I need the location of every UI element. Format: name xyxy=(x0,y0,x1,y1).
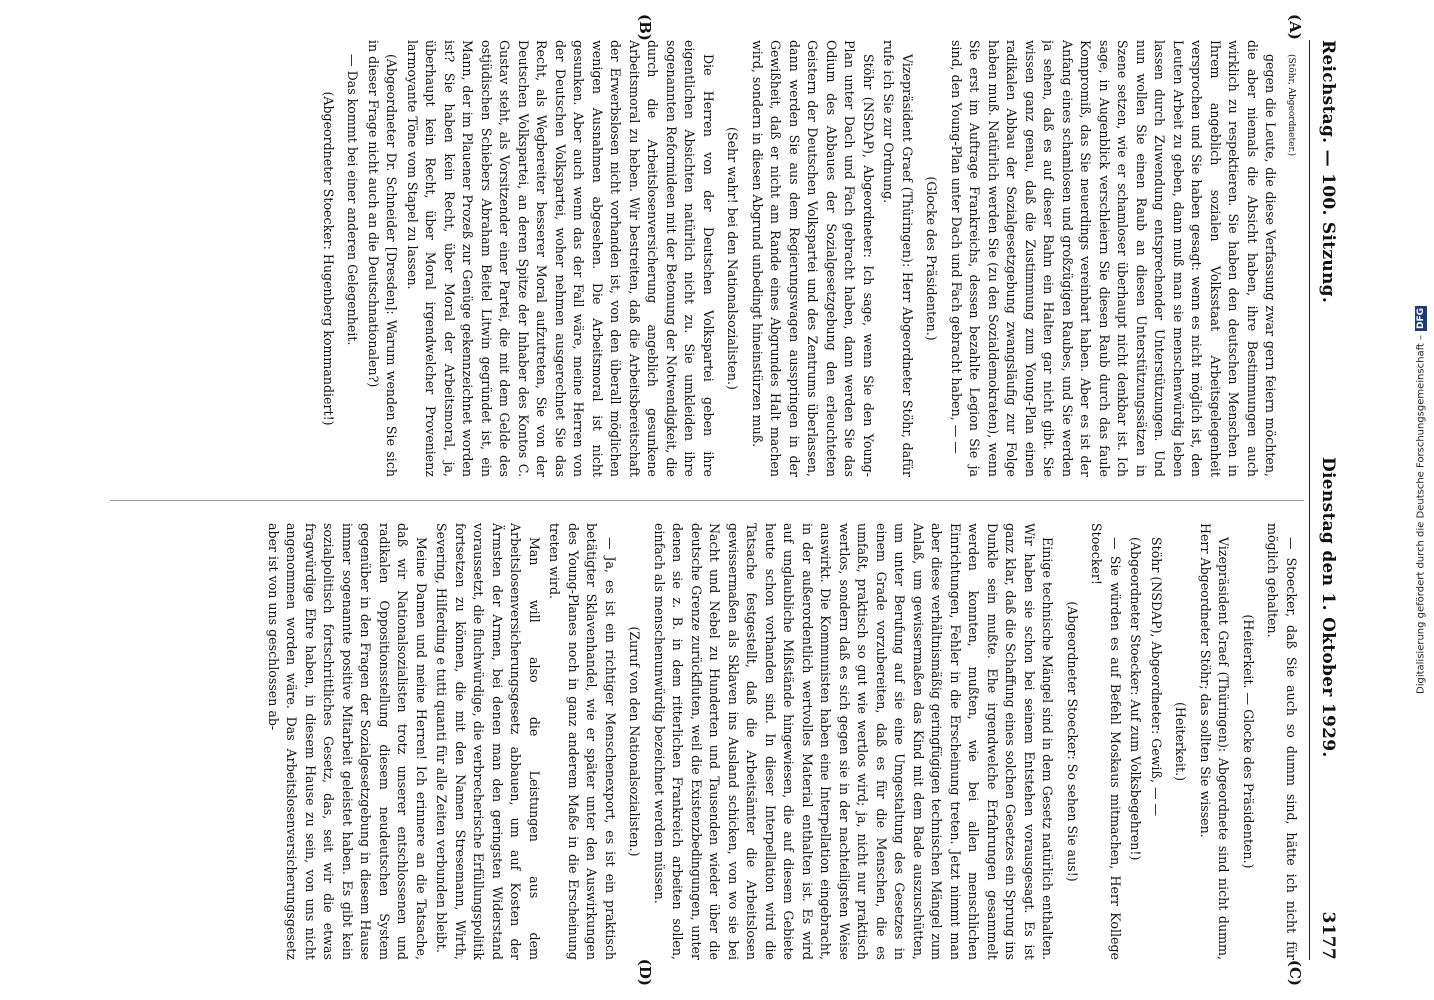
margin-marker-d: (D) xyxy=(636,958,654,986)
paragraph: Stöhr (NSDAP), Abgeordneter: Gewiß, — — xyxy=(1149,537,1164,817)
header-left: Reichstag. — 100. Sitzung. xyxy=(1318,40,1338,304)
dfg-logo: DFG xyxy=(1416,307,1426,329)
margin-marker-b: (B) xyxy=(636,14,654,41)
paragraph: — Stoecker, daß Sie auch so dumm sind, hätte ich nicht für möglich gehalten. xyxy=(1265,523,1299,960)
column-separator xyxy=(110,500,1304,501)
page-number: 3177 xyxy=(1318,911,1338,960)
paragraph: Vizepräsident Graef (Thüringen): Abgeordnete sind nicht dumm, Herr Abgeordneter Stöhr; das sollten Sie wissen. xyxy=(1198,523,1232,960)
paragraph: Vizepräsident Graef (Thüringen): Herr Abgeordneter Stöhr, dafür rufe ich Sie zur Ordnung. xyxy=(881,40,915,477)
interjection: (Zuruf von den Nationalsozialisten.) xyxy=(627,626,643,857)
interjection: (Abgeordneter Stoecker: Auf zum Volksbegehren!) xyxy=(1128,537,1144,861)
paragraph: Die Herren von der Deutschen Volkspartei geben ihre eigentlichen Absichten natürlich nicht zu. Sie umkleiden ihre sogenannten Reformideen mit der Betonung der Notwendigkeit, die durch die Arbeitslosenversicherung angeblich gesunkene Arbeitsmoral zu heben. Wir bestreiten, daß die Arbeitsbereitschaft der Erwerbslosen nicht vorhanden ist, von den überall möglichen wenigen Ausnahmen abgesehen. Die Arbeitsmoral ist nicht gesunken. Aber auch wenn das der Fall wäre, meine Herren von der Deutschen Volkspartei, woher nehmen ausgerechnet Sie das Recht, als Wegbereiter besserer Moral aufzutreten, Sie von der Deutschen Volkspartei, an deren Spitze der Inhaber des Kontos C. Gustav steht, als Vorsitzender einer Partei, die mit dem Gelde des ostjüdischen Schiebers Abraham Beitel Litwin gegründet ist, ein Mann, der im Plauener Prozeß zur Genüge gekennzeichnet worden ist? Sie haben kein Recht, über Moral der Arbeitsmoral, ja, überhaupt kein Recht, über Moral irgendwelcher Provenienz larmoyante Töne vom Stapel zu lassen. xyxy=(405,40,716,477)
paragraph: Stöhr (NSDAP), Abgeordneter: Ich sage, wenn Sie den Young-Plan unter Dach und Fach gebracht haben, dann werden Sie das Odium des Abbaues der Sozialgesetzgebung den erleuchteten Geistern der Deutschen Volkspartei und des Zentrums überlassen, dann werden Sie aus dem Regierungswagen ausspringen in der Gewißheit, daß er nicht am Rande eines Abgrundes Halt machen wird, sondern in diesen Abgrund unbedingt hineinstürzen muß. xyxy=(750,40,876,477)
interjection: (Sehr wahr! bei den Nationalsozialisten.) xyxy=(725,127,741,390)
speaker-continuation: (Stöhr, Abgeordneter.) xyxy=(1286,54,1296,157)
credit-text: Digitalisierung gefördert durch die Deutsche Forschungsgemeinschaft – xyxy=(1415,335,1427,695)
interjection: (Abgeordneter Stoecker: So sehen Sie aus!) xyxy=(1065,601,1080,882)
page-content xyxy=(90,14,1344,986)
interjection: (Heiterkeit.) xyxy=(1173,702,1189,781)
interjection: (Abgeordneter Stoecker: Hugenberg kommandiert!) xyxy=(321,91,336,426)
header-rule xyxy=(1309,40,1310,960)
paragraph: — Sie würden es auf Befehl Moskaus mitmachen, Herr Kollege Stoecker! xyxy=(1089,523,1123,960)
interjection: (Abgeordneter Dr. Schneider [Dresden]: Warum wenden Sie sich in dieser Frage nicht auch an die Deutschnationalen?) xyxy=(366,40,400,477)
paragraph: Einige technische Mängel sind in dem Gesetz natürlich enthalten. Wir haben sie schon bei seinem Entstehen vorausgesagt. Es ist ganz klar, daß die Schaffung eines solchen Gesetzes ein Sprung ins Dunkle sein mußte. Ehe irgendwelche Erfahrungen gesammelt werden konnten, mußten, wie bei allen menschlichen Einrichtungen, Fehler in die Erscheinung treten. Jetzt nimmt man aber diese verhältnismäßig geringfügigen technischen Mängel zum Anlaß, um gewissermaßen das Kind mit dem Bade auszuschütten, um unter Berufung auf sie eine Umgestaltung des Gesetzes in einem Grade vorzubereiten, daß es für die Menschen, die es umfaßt, praktisch so gut wie wertlos wird; ja, nicht nur praktisch wertlos, sondern daß es sich gegen sie in der nachteiligsten Weise auswirkt. Die Kommunisten haben eine Interpellation eingebracht, in der außerordentlich wertvolles Material enthalten ist. Es wird auf unglaubliche Mißstände hingewiesen, die auf diesem Gebiete heute schon vorhanden sind. In dieser Interpellation wird die Tatsache festgestellt, daß die Arbeitsämter die Arbeitslosen gewissermaßen als Sklaven ins Ausland schicken, von wo sie bei Nacht und Nebel zu Hunderten und Tausenden wieder über die deutsche Grenze zurückfluten, weil die Existenzbedingungen, unter denen sie z. B. in dem ritterlichen Frankreich arbeiten sollen, einfach als menschenunwürdig bezeichnet werden müssen. xyxy=(652,523,1056,960)
header-date: Dienstag den 1. Oktober 1929. xyxy=(1318,457,1338,758)
margin-marker-c: (C) xyxy=(1286,959,1304,986)
digitization-credit xyxy=(1408,0,1434,1000)
running-header xyxy=(1312,40,1344,960)
right-column xyxy=(100,523,1300,960)
paragraph: gegen die Leute, die diese Verfassung zwar gern feiern möchten, die aber niemals die Absicht haben, ihre Bestimmungen auch wirklich zu respektieren. Sie haben den deutschen Menschen in Ihrem angeblich sozialen Volksstaat Arbeitsgelegenheit versprochen und Sie haben gesagt: wenn es nicht möglich ist, den Leuten Arbeit zu geben, dann muß man sie menschenwürdig leben lassen durch Zuwendung entsprechender Unterstützungen. Und nun wollen Sie einen Raub an diesen Unterstützungssätzen in Szene setzen, wie er schamloser überhaupt nicht denkbar ist. Ich sage, in Augenblick verschleiern Sie diesen Raub durch das faule Kompromiß, das Sie neuerdings vereinbart haben. Aber es ist der Anfang eines schamlosen und großzügigen Raubes, und Sie werden ja sehen, daß es auf dieser Bahn ein Halten gar nicht gibt. Sie wissen ganz genau, daß die Zustimmung zum Young-Plan einen radikalen Abbau der Sozialgesetzgebung zwangsläufig zur Folge haben muß. Natürlich werden Sie (zu den Sozialdemokraten), wenn Sie erst im Auftrage Frankreichs, dessen bezahlte Legion Sie ja sind, den Young-Plan unter Dach und Fach gebracht haben, — — xyxy=(949,40,1279,477)
paragraph: — Das kommt bei einer anderen Gelegenheit. xyxy=(345,54,361,346)
margin-marker-a: (A) xyxy=(1286,14,1304,40)
interjection: (Glocke des Präsidenten.) xyxy=(924,176,940,341)
left-column xyxy=(100,40,1300,477)
paragraph: Meine Damen und meine Herren! Ich erinnere an die Tatsache, daß wir Nationalsozialisten trotz unserer entschlossenen und radikalen Oppositionsstellung diesem neudeutschen System gegenüber in den Fragen der Sozialgesetzgebung in diesem Hause immer sogenannte positive Mitarbeit geleistet haben. Es gibt kein sozialpolitisch fortschrittliches Gesetz, das, seit wir die etwas fragwürdige Ehre haben, in diesem Hause zu sein, von uns nicht angenommen worden wäre. Das Arbeitslosenversicherungsgesetz aber ist von uns geschlossen ab- xyxy=(266,523,429,960)
paragraph: Man will also die Leistungen aus dem Arbeitslosenversicherungsgesetz abbauen, um auf Kosten der Ärmsten der Armen, bei denen man den geringsten Widerstand voraussetzt, die fluchwürdige, die verbrecherische Erfüllungspolitik fortsetzen zu können, die mit den Namen Stresemann, Wirth, Severing, Hilferding e tutti quanti für alle Zeiten verbunden bleibt. xyxy=(434,523,542,960)
interjection: (Heiterkeit. — Glocke des Präsidenten.) xyxy=(1241,614,1256,869)
paragraph: — Ja, es ist ein richtiger Menschenexport, es ist ein praktisch betätigter Sklavenhandel, wie er später unter den Auswirkungen des Young-Planes noch in ganz anderem Maße in die Erscheinung treten wird. xyxy=(547,523,618,960)
